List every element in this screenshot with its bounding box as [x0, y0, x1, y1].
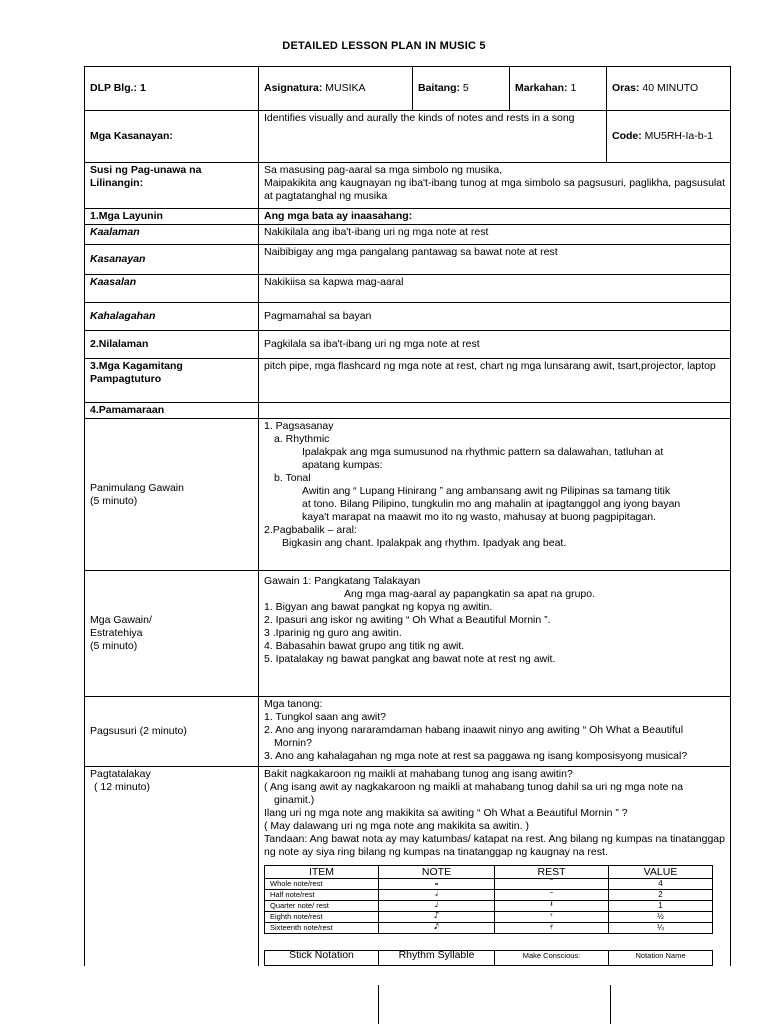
table-row	[265, 879, 713, 890]
pagtatalakay-line: Tandaan: Ang bawat nota ay may katumbas/ katapat na rest. Ang bilang ng kumpas na tinatanggap ng note ay siya ring bilang ng kumpas na tinatanggap ng kaugnay na rest.	[264, 833, 725, 858]
gawain-label-line3: (5 minuto)	[90, 640, 138, 652]
continuation-line	[610, 985, 611, 1024]
gawain-line: 5. Ipatalakay ng bawat pangkat ang bawat note at rest ng awit.	[264, 653, 556, 665]
kagamitan-label-line1: 3.Mga Kagamitang	[90, 360, 183, 372]
rhythm-syllable-cell: Rhythm Syllable	[379, 951, 495, 966]
panimula-line: a. Rhythmic	[274, 433, 330, 445]
panimula-line: 1. Pagsasanay	[264, 420, 334, 432]
dlp-label: DLP Blg.: 1	[90, 82, 146, 94]
pagtatalakay-line: ( May dalawang uri ng mga note ang makikita sa awitin. )	[264, 820, 529, 832]
pamamaraan-row	[85, 403, 731, 419]
eighth-note-icon: ♪	[379, 912, 495, 923]
susi-line1: Sa masusing pag-aaral sa mga simbolo ng musika,	[264, 164, 503, 176]
panimula-label-line2: (5 minuto)	[90, 494, 138, 507]
kagamitan-label	[85, 359, 259, 403]
layunin-heading: Ang mga bata ay inaasahang:	[259, 209, 731, 225]
header-row	[85, 67, 731, 111]
pagsusuri-label: Pagsusuri (2 minuto)	[85, 697, 259, 767]
kasanayan-row	[85, 111, 731, 163]
gawain-line: 2. Ipasuri ang iskor ng awiting “ Oh What a Beautiful Mornin ”.	[264, 614, 551, 626]
item-cell: Quarter note/ rest	[265, 901, 379, 912]
notes-header-item: ITEM	[265, 866, 379, 879]
oras-cell	[607, 67, 731, 111]
kasanayan-obj-text: Naibibigay ang mga pangalang pantawag sa bawat note at rest	[259, 245, 731, 275]
quarter-note-icon: ♩	[379, 901, 495, 912]
pagtatalakay-label-line1: Pagtatalakay	[90, 768, 151, 780]
panimula-row	[85, 419, 731, 571]
item-cell: Sixteenth note/rest	[265, 923, 379, 934]
kasanayan-text: Identifies visually and aurally the kinds of notes and rests in a song	[259, 111, 607, 163]
pagtatalakay-text	[259, 767, 731, 967]
kahalagahan-text: Pagmamahal sa bayan	[259, 303, 731, 331]
gawain-line: Ang mga mag-aaral ay papangkatin sa apat na grupo.	[344, 588, 596, 600]
value-cell: 1	[609, 901, 713, 912]
pamamaraan-empty	[259, 403, 731, 419]
eighth-rest-icon: 𝄾	[495, 912, 609, 923]
layunin-row	[85, 209, 731, 225]
panimula-label	[85, 419, 259, 571]
panimula-line: 2.Pagbabalik – aral:	[264, 524, 357, 536]
oras-value: 40 MINUTO	[642, 82, 699, 94]
nilalaman-text: Pagkilala sa iba't-ibang uri ng mga note at rest	[259, 331, 731, 359]
kasanayan-label: Mga Kasanayan:	[85, 111, 259, 163]
whole-rest-icon: 𝄻	[495, 879, 609, 890]
table-spacer-row	[265, 934, 713, 951]
asignatura-cell	[259, 67, 413, 111]
panimula-line: at tono. Bilang Pilipino, tungkulin mo ang mahalin at ipagtanggol ang iyong bayan	[302, 498, 681, 510]
value-cell: 2	[609, 890, 713, 901]
notes-rests-table	[264, 865, 713, 966]
kaalaman-label: Kaalaman	[85, 225, 259, 245]
panimula-line: Awitin ang “ Lupang Hinirang ” ang ambansang awit ng Pilipinas sa tamang titik	[302, 485, 671, 497]
gawain-line: 3 .Iparinig ng guro ang awitin.	[264, 627, 402, 639]
notes-table-header	[265, 866, 713, 879]
kagamitan-text: pitch pipe, mga flashcard ng mga note at rest, chart ng mga lunsarang awit, tsart,projector, laptop	[259, 359, 731, 403]
gawain-line: 4. Babasahin bawat grupo ang titik ng awit.	[264, 640, 465, 652]
value-cell: ¼	[609, 923, 713, 934]
panimula-label-line1: Panimulang Gawain	[90, 481, 184, 494]
asignatura-label: Asignatura:	[264, 82, 323, 94]
panimula-line: kaya't marapat na maawit mo ito ng wasto, mahusay at buong pagpipitagan.	[302, 511, 656, 523]
item-cell: Half note/rest	[265, 890, 379, 901]
gawain-line: 1. Bigyan ang bawat pangkat ng kopya ng awitin.	[264, 601, 493, 613]
panimula-line: apatang kumpas:	[302, 459, 383, 471]
notes-header-note: NOTE	[379, 866, 495, 879]
markahan-value: 1	[570, 82, 577, 94]
code-value: MU5RH-Ia-b-1	[644, 130, 713, 142]
notes-header-value: VALUE	[609, 866, 713, 879]
pamamaraan-label: 4.Pamamaraan	[85, 403, 259, 419]
dlp-cell	[85, 67, 259, 111]
table-row	[265, 912, 713, 923]
layunin-label: 1.Mga Layunin	[85, 209, 259, 225]
pagsusuri-text	[259, 697, 731, 767]
susi-label	[85, 163, 259, 209]
item-cell: Whole note/rest	[265, 879, 379, 890]
gawain-row	[85, 571, 731, 697]
lesson-plan-table	[84, 66, 731, 966]
gawain-label-line2: Estratehiya	[90, 627, 143, 639]
pagtatalakay-line: ( Ang isang awit ay nagkakaroon ng maikli at mahabang tunog dahil sa uri ng mga note na	[264, 781, 684, 793]
baitang-cell	[413, 67, 510, 111]
gawain-line: Gawain 1: Pangkatang Talakayan	[264, 575, 421, 587]
kahalagahan-label: Kahalagahan	[85, 303, 259, 331]
kaalaman-row	[85, 225, 731, 245]
nilalaman-row	[85, 331, 731, 359]
table-row	[265, 890, 713, 901]
susi-text	[259, 163, 731, 209]
value-cell: 4	[609, 879, 713, 890]
pagtatalakay-line: Ilang uri ng mga note ang makikita sa awiting “ Oh What a Beautiful Mornin ” ?	[264, 807, 628, 819]
nilalaman-label: 2.Nilalaman	[85, 331, 259, 359]
pagsusuri-line: 3. Ano ang kahalagahan ng mga note at rest sa paggawa ng isang komposisyong musical?	[264, 750, 688, 762]
pagtatalakay-line: ginamit.)	[274, 794, 315, 806]
kagamitan-row	[85, 359, 731, 403]
stick-notation-cell: Stick Notation	[265, 951, 379, 966]
oras-label: Oras:	[612, 82, 640, 94]
kaalaman-text: Nakikilala ang iba't-ibang uri ng mga note at rest	[259, 225, 731, 245]
table-row	[265, 923, 713, 934]
continuation-line	[378, 985, 379, 1024]
kaasalan-row	[85, 275, 731, 303]
notation-name-cell: Notation Name	[609, 951, 713, 966]
kasanayan-obj-label: Kasanayan	[85, 245, 259, 275]
pagsusuri-row	[85, 697, 731, 767]
susi-line2: Maipakikita ang kaugnayan ng iba't-ibang tunog at mga simbolo sa pagsusuri, paglikha, pagsusulat at pagtatanghal ng musika	[264, 177, 725, 202]
spacer-cell	[265, 934, 713, 951]
kaasalan-text: Nakikiisa sa kapwa mag-aaral	[259, 275, 731, 303]
sixteenth-note-icon: 𝅘𝅥𝅯	[379, 923, 495, 934]
pagsusuri-line: 2. Ano ang inyong nararamdaman habang inaawit ninyo ang awiting “ Oh What a Beautiful	[264, 724, 684, 736]
table-row	[265, 901, 713, 912]
gawain-label	[85, 571, 259, 697]
half-note-icon: 𝅗𝅥	[379, 890, 495, 901]
panimula-line: Bigkasin ang chant. Ipalakpak ang rhythm. Ipadyak ang beat.	[282, 537, 567, 549]
make-conscious-cell: Make Conscious:	[495, 951, 609, 966]
kasanayan-obj-row	[85, 245, 731, 275]
half-rest-icon: 𝄼	[495, 890, 609, 901]
pagtatalakay-row	[85, 767, 731, 967]
panimula-line: Ipalakpak ang mga sumusunod na rhythmic pattern sa dalawahan, tatluhan at	[302, 446, 664, 458]
susi-label-line1: Susi ng Pag-unawa na	[90, 164, 202, 176]
pagtatalakay-line: Bakit nagkakaroon ng maikli at mahabang tunog ang isang awitin?	[264, 768, 573, 780]
panimula-text	[259, 419, 731, 571]
quarter-rest-icon: 𝄽	[495, 901, 609, 912]
susi-row	[85, 163, 731, 209]
kahalagahan-row	[85, 303, 731, 331]
kagamitan-label-line2: Pampagtuturo	[90, 373, 162, 385]
markahan-label: Markahan:	[515, 82, 568, 94]
pagsusuri-line: 1. Tungkol saan ang awit?	[264, 711, 387, 723]
susi-label-line2: Lilinangin:	[90, 177, 144, 189]
gawain-text	[259, 571, 731, 697]
document-title: DETAILED LESSON PLAN IN MUSIC 5	[282, 40, 486, 52]
notes-table-footer	[265, 951, 713, 966]
baitang-value: 5	[462, 82, 469, 94]
pagtatalakay-label	[85, 767, 259, 967]
panimula-line: b. Tonal	[274, 472, 311, 484]
baitang-label: Baitang:	[418, 82, 460, 94]
pagsusuri-line: Mornin?	[274, 737, 312, 749]
code-label: Code:	[612, 130, 642, 142]
notes-header-rest: REST	[495, 866, 609, 879]
code-cell	[607, 111, 731, 163]
sixteenth-rest-icon: 𝄿	[495, 923, 609, 934]
whole-note-icon: 𝅝	[379, 879, 495, 890]
asignatura-value: MUSIKA	[325, 82, 366, 94]
gawain-label-line1: Mga Gawain/	[90, 614, 152, 626]
pagsusuri-line: Mga tanong:	[264, 698, 323, 710]
markahan-cell	[510, 67, 607, 111]
value-cell: ½	[609, 912, 713, 923]
item-cell: Eighth note/rest	[265, 912, 379, 923]
pagtatalakay-label-line2: ( 12 minuto)	[94, 781, 151, 793]
kaasalan-label: Kaasalan	[85, 275, 259, 303]
